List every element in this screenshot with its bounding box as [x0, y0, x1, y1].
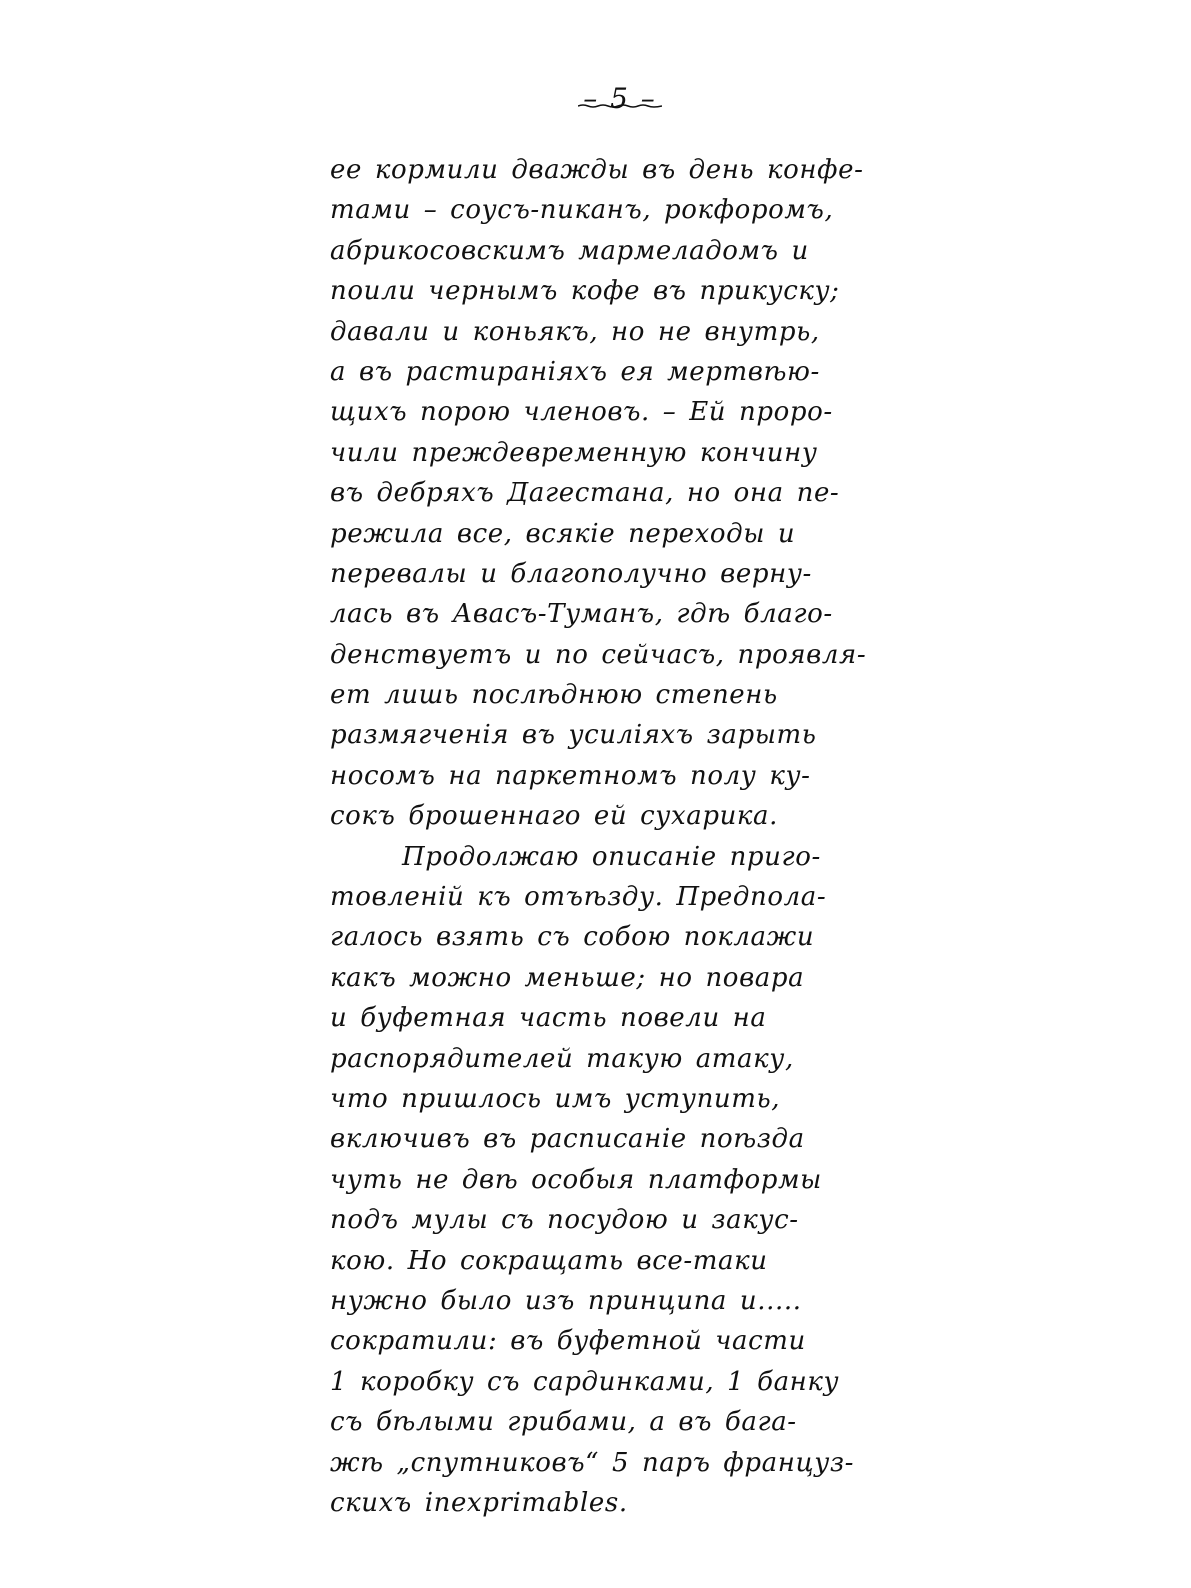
text-line: щихъ порою членовъ. – Ей проро-	[330, 397, 833, 428]
text-line: подъ мулы съ посудою и закус-	[330, 1205, 799, 1236]
text-line: сокъ брошеннаго ей сухарика.	[330, 801, 779, 832]
text-line: съ бѣлыми грибами, а въ бага-	[330, 1407, 797, 1438]
text-line: тами – соусъ-пиканъ, рокфоромъ,	[330, 195, 834, 226]
text-line: кою. Но сокращать все-таки	[330, 1245, 768, 1276]
text-line: размягченія въ усиліяхъ зарыть	[330, 720, 817, 751]
text-line: ее кормили дважды въ день конфе-	[330, 155, 864, 185]
handwritten-text	[330, 150, 910, 1523]
text-line: и буфетная часть повели на	[330, 1003, 767, 1034]
text-line: абрикосовскимъ мармеладомъ и	[330, 235, 809, 266]
text-line: нужно было изъ принципа и.....	[330, 1285, 802, 1316]
text-line: включивъ въ расписаніе поѣзда	[330, 1124, 805, 1155]
text-line: перевалы и благополучно верну-	[330, 558, 812, 589]
text-line: 1 коробку съ сардинками, 1 банку	[330, 1366, 840, 1397]
text-line: галось взять съ собою поклажи	[330, 922, 815, 953]
text-line: давали и коньякъ, но не внутрь,	[330, 316, 820, 347]
text-line: чуть не двѣ особыя платформы	[330, 1164, 822, 1195]
text-line: а въ растираніяхъ ея мертвѣю-	[330, 356, 820, 387]
text-line: лась въ Авасъ-Туманъ, гдѣ благо-	[330, 599, 833, 630]
text-line: режила все, всякіе переходы и	[330, 518, 796, 549]
text-line: распорядителей такую атаку,	[330, 1043, 794, 1074]
text-line: скихъ inexprimables.	[330, 1487, 628, 1518]
text-line: товленій къ отъѣзду. Предпола-	[330, 882, 827, 913]
text-line: ет лишь послѣднюю степень	[330, 680, 778, 711]
text-line: поили чернымъ кофе въ прикуску;	[330, 276, 840, 307]
text-line: чили преждевременную кончину	[330, 437, 818, 468]
page-number: – 5 –	[583, 82, 657, 115]
text-line: какъ можно меньше; но повара	[330, 962, 805, 993]
paragraph-start-line: Продолжаю описаніе приго-	[402, 841, 821, 872]
text-line: жѣ „спутниковъ“ 5 паръ француз-	[330, 1447, 855, 1478]
text-line: носомъ на паркетномъ полу ку-	[330, 760, 811, 791]
page-number-flourish	[578, 104, 662, 108]
text-line: въ дебряхъ Дагестана, но она пе-	[330, 478, 840, 509]
text-line: что пришлось имъ уступить,	[330, 1083, 781, 1114]
text-line: сократили: въ буфетной части	[330, 1326, 806, 1357]
text-line: денствуетъ и по сейчасъ, проявля-	[330, 639, 867, 670]
